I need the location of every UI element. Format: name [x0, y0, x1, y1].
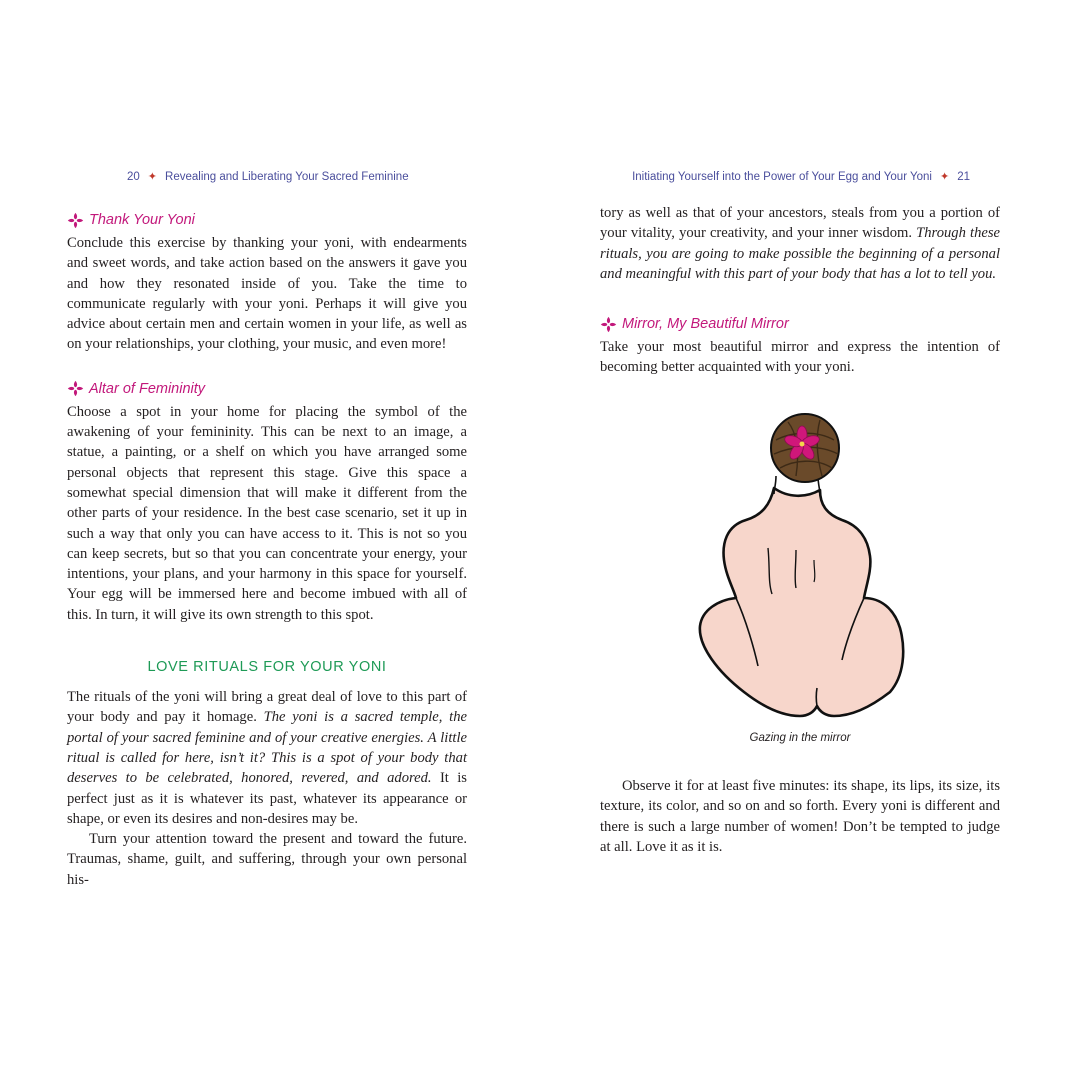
figure-body	[700, 488, 903, 716]
text-run: The rituals of the yoni will bring a great deal of love to this part of your body and pay it homage.	[67, 689, 467, 726]
subheading-altar-of-femininity	[67, 379, 467, 399]
italic-text-run: The yoni is a sacred temple, the portal of your sacred feminine and of your creative energies. A little ritual is called for here, isn’t it? This is a spot of your body that deserves to be celebrated, honored, revered, and adored.	[67, 709, 467, 787]
subheading-mirror	[600, 314, 1000, 334]
figure-caption: Gazing in the mirror	[749, 732, 851, 744]
star-ornament-icon: ✦	[147, 171, 158, 183]
subheading-text: Mirror, My Beautiful Mirror	[622, 316, 789, 333]
flower-ornament-icon	[600, 316, 617, 333]
woman-back-illustration	[696, 410, 906, 722]
paragraph-thank-your-yoni: Conclude this exercise by thanking your yoni, with endearments and sweet words, and take action based on the answers it gave you and how they resonated inside of you. Take the time to communicate regularly with your yoni. Perhaps it will give you advice about certain men and certain women in your life, as well as on your relationships, your clothing, your music, and even more!	[67, 235, 467, 353]
running-title-right: Initiating Yourself into the Power of Your Egg and Your Yoni	[632, 171, 932, 183]
text-run: tory as well as that of your ancestors, steals from you a portion of your vitality, your creativity, and your inner wisdom.	[600, 205, 1000, 242]
subheading-thank-your-yoni	[67, 210, 467, 230]
left-page-body	[67, 210, 467, 890]
paragraph-altar-of-femininity: Choose a spot in your home for placing the symbol of the awakening of your femininity. This can be next to an image, a statue, a painting, or a shelf on which you have arranged some personal objects that represent this stage. Give this space a somewhat special dimension that will make it different from the other parts of your residence. In the best case scenario, set it up in such a way that only you can have access to it. This is not so you can keep secrets, but so that you can concentrate your energy, your intentions, your plans, and your harmony in this space for yourself. Your egg will be immersed here and become imbued with all of this. In turn, it will give its own strength to this spot.	[67, 403, 467, 623]
right-page-after-figure	[600, 776, 1000, 857]
paragraph-continued-history	[600, 203, 1000, 284]
text-run: It is perfect just as it is whatever its past, whatever its appearance or shape, or even its desires and non-desires may be.	[67, 770, 467, 827]
running-head-right	[632, 170, 970, 183]
page-number-left: 20	[127, 171, 140, 183]
running-title-left: Revealing and Liberating Your Sacred Feminine	[165, 171, 409, 183]
paragraph-turn-attention: Turn your attention toward the present and toward the future. Traumas, shame, guilt, and suffering, through your own personal his-	[67, 831, 467, 888]
running-head-left	[127, 170, 409, 183]
paragraph-observe: Observe it for at least five minutes: its shape, its lips, its size, its texture, its color, and so on and so forth. Every yoni is different and there is such a large number of women! Don’t be tempted to judge at all. Love it as it is.	[600, 778, 1000, 855]
paragraph-love-rituals	[67, 687, 467, 829]
right-page-body	[600, 203, 1000, 378]
subheading-text: Altar of Femininity	[89, 380, 206, 397]
flower-ornament-icon	[67, 380, 84, 397]
page-number-right: 21	[957, 171, 970, 183]
flower-ornament-icon	[67, 212, 84, 229]
italic-text-run: Through these rituals, you are going to make possible the beginning of a personal and meaningful with this part of your body that has a lot to tell you.	[600, 225, 1001, 282]
star-ornament-icon: ✦	[939, 171, 950, 183]
subheading-text: Thank Your Yoni	[89, 212, 195, 228]
section-heading-love-rituals: LOVE RITUALS FOR YOUR YONI	[147, 659, 387, 676]
paragraph-mirror: Take your most beautiful mirror and express the intention of becoming better acquainted with your yoni.	[600, 339, 1000, 376]
